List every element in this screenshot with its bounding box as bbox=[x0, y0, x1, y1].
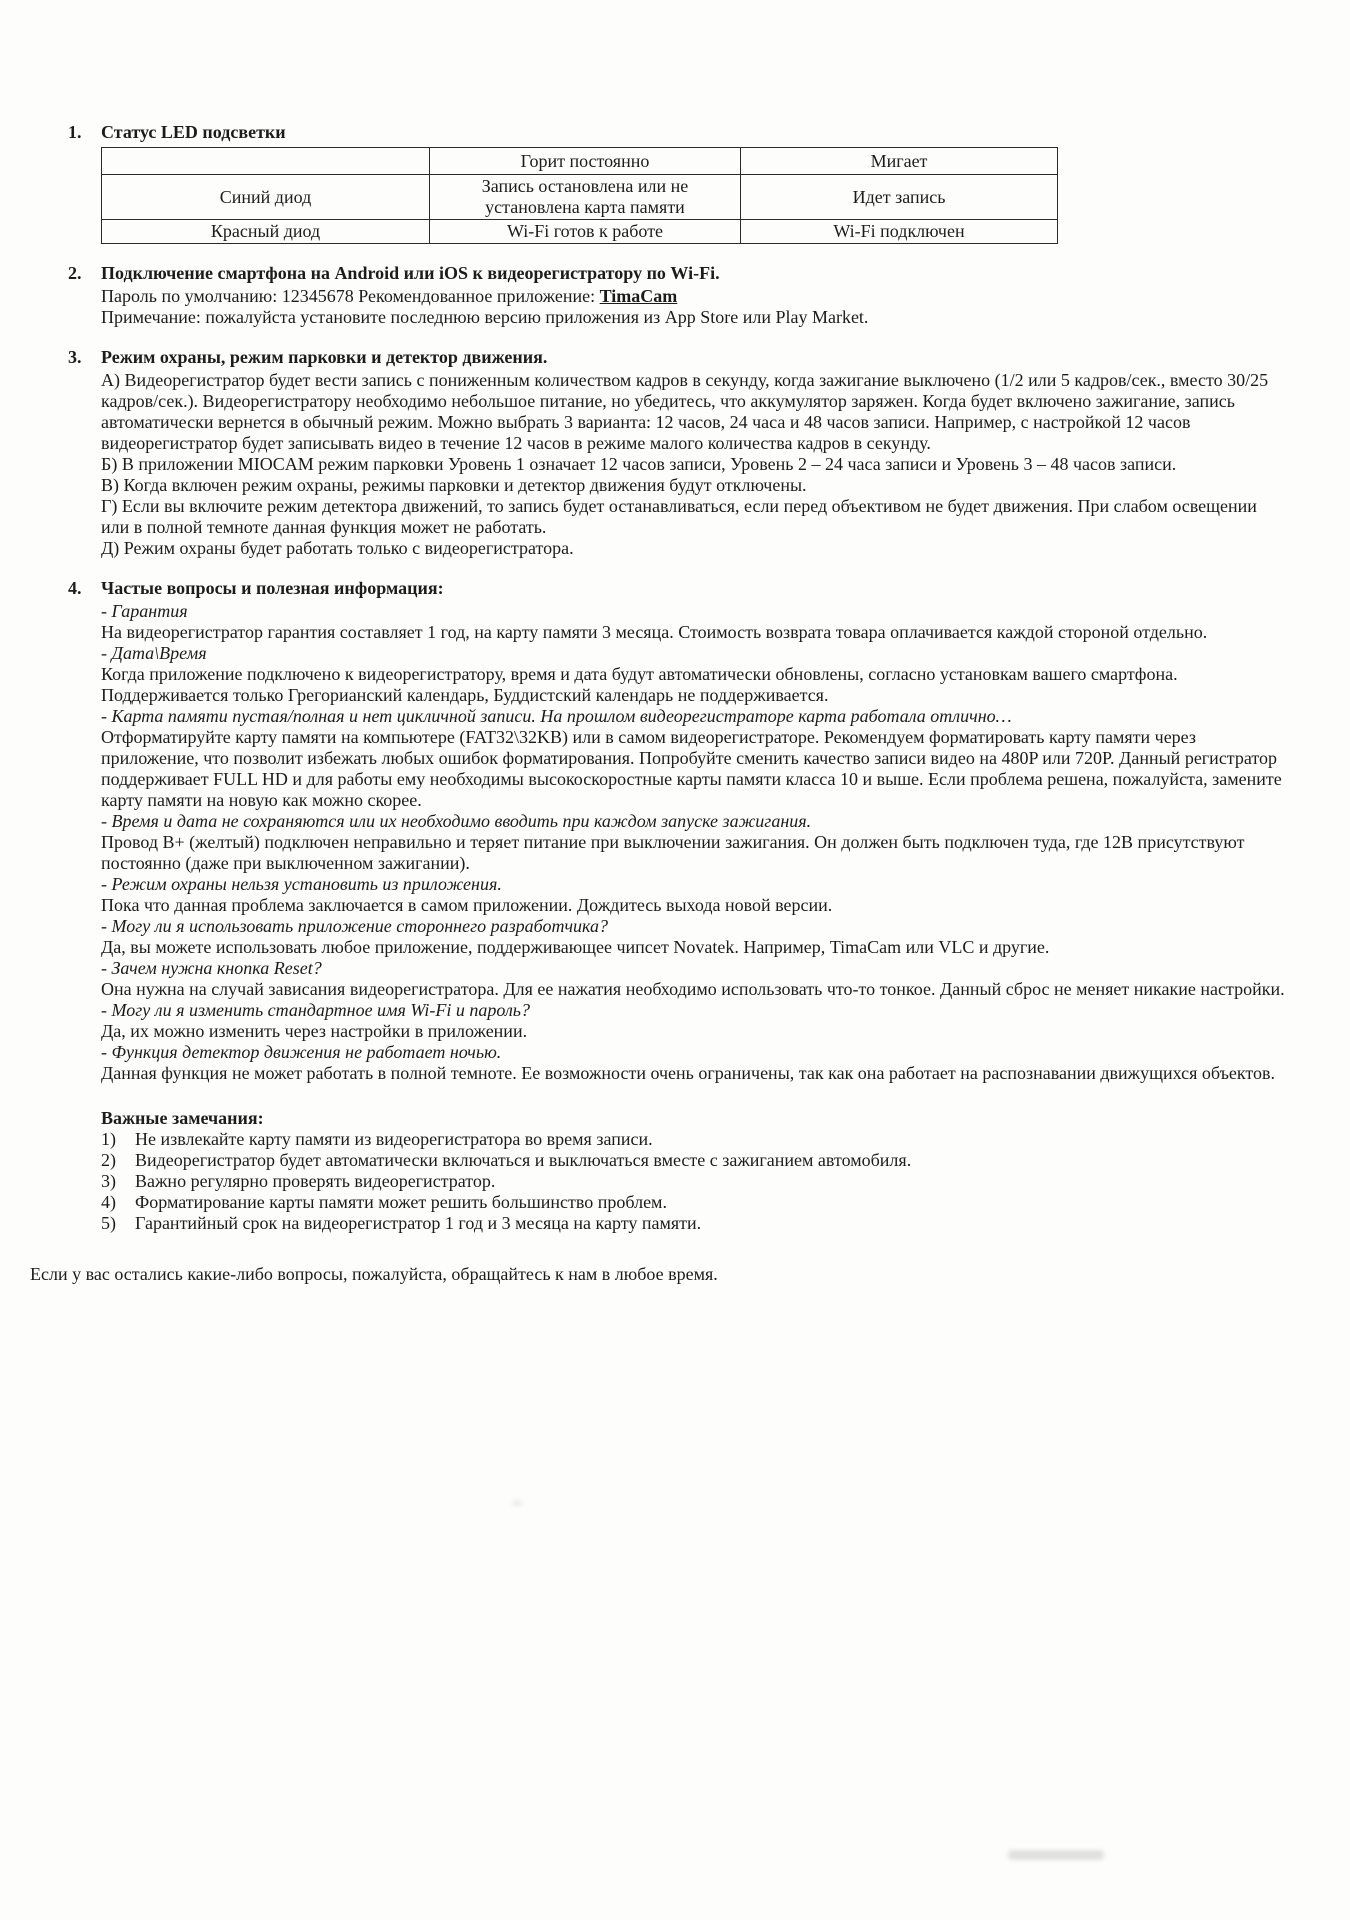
paragraph-d: Д) Режим охраны будет работать только с видеорегистратора. bbox=[101, 538, 574, 558]
section-faq bbox=[68, 578, 1286, 1234]
note-item bbox=[101, 1171, 1286, 1192]
note-item bbox=[101, 1150, 1286, 1171]
document-content bbox=[30, 122, 1286, 1285]
notes-title: Важные замечания: bbox=[101, 1108, 264, 1128]
faq-question: - Карта памяти пустая/полная и нет цикличной записи. На прошлом видеорегистраторе карта работала отлично… bbox=[101, 706, 1012, 726]
table-cell-blinking: Идет запись bbox=[741, 175, 1058, 220]
table-header-row bbox=[102, 148, 1058, 175]
section-title: Частые вопросы и полезная информация: bbox=[101, 578, 444, 598]
faq-question: - Дата\Время bbox=[101, 643, 207, 663]
table-cell-label: Красный диод bbox=[102, 220, 430, 244]
faq-answer: На видеорегистратор гарантия составляет 1 год, на карту памяти 3 месяца. Стоимость возврата товара оплачивается каждой стороной отдельно. bbox=[101, 622, 1208, 642]
section-number: 1. bbox=[68, 122, 82, 142]
faq-answer: Когда приложение подключено к видеорегистратору, время и дата будут автоматически обновлены, согласно установкам вашего смартфона. Поддерживается только Грегорианский календарь, Буддистский календарь не поддерживается. bbox=[101, 664, 1178, 705]
section-body bbox=[101, 601, 1286, 1234]
faq-question: - Зачем нужна кнопка Reset? bbox=[101, 958, 322, 978]
section-title: Режим охраны, режим парковки и детектор движения. bbox=[101, 347, 548, 367]
section-number: 3. bbox=[68, 347, 82, 367]
note-item bbox=[101, 1192, 1286, 1213]
faq-question: - Гарантия bbox=[101, 601, 188, 621]
faq-item bbox=[101, 601, 1286, 643]
faq-question: - Могу ли я изменить стандартное имя Wi-Fi и пароль? bbox=[101, 1000, 530, 1020]
faq-item bbox=[101, 958, 1286, 1000]
faq-item bbox=[101, 874, 1286, 916]
table-row-blue-led bbox=[102, 175, 1058, 220]
scan-artifact bbox=[1008, 1850, 1104, 1860]
section-modes bbox=[68, 347, 1286, 559]
faq-question: - Время и дата не сохраняются или их необходимо вводить при каждом запуске зажигания. bbox=[101, 811, 812, 831]
faq-item bbox=[101, 643, 1286, 706]
paragraph-g: Г) Если вы включите режим детектора движений, то запись будет останавливаться, если перед объективом не будет движения. При слабом освещении или в полной темноте данная функция может не работать. bbox=[101, 496, 1257, 537]
note-item bbox=[101, 1129, 1286, 1150]
table-header-empty bbox=[102, 148, 430, 175]
table-cell-steady: Запись остановлена или не установлена карта памяти bbox=[430, 175, 741, 220]
section-heading bbox=[68, 347, 1286, 368]
faq-answer: Отформатируйте карту памяти на компьютере (FAT32\32KB) или в самом видеорегистраторе. Рекомендуем форматировать карту памяти через приложение, что позволит избежать любых ошибок форматирования. Попробуйте сменить качество записи видео на 480P или 720P. Данный регистратор поддерживает FULL HD и для работы ему необходимы высокоскоростные карты памяти класса 10 и выше. Если проблема решена, пожалуйста, замените карту памяти на новую как можно скорее. bbox=[101, 727, 1282, 810]
wifi-password-line bbox=[101, 286, 1286, 307]
table-header-blinking: Мигает bbox=[741, 148, 1058, 175]
faq-answer: Да, их можно изменить через настройки в приложении. bbox=[101, 1021, 528, 1041]
note-text: Видеорегистратор будет автоматически включаться и выключаться вместе с зажиганием автомобиля. bbox=[135, 1150, 912, 1170]
section-number: 4. bbox=[68, 578, 82, 598]
section-title: Статус LED подсветки bbox=[101, 122, 286, 142]
note-text: Гарантийный срок на видеорегистратор 1 год и 3 месяца на карту памяти. bbox=[135, 1213, 702, 1233]
led-status-table bbox=[101, 147, 1058, 244]
note-number: 1) bbox=[101, 1129, 116, 1149]
note-text: Важно регулярно проверять видеорегистратор. bbox=[135, 1171, 496, 1191]
table-cell-blinking: Wi-Fi подключен bbox=[741, 220, 1058, 244]
wifi-password-text: Пароль по умолчанию: 12345678 Рекомендованное приложение: bbox=[101, 286, 600, 306]
section-body bbox=[101, 286, 1286, 328]
table-cell-label: Синий диод bbox=[102, 175, 430, 220]
scan-artifact bbox=[512, 1500, 522, 1506]
faq-answer: Данная функция не может работать в полной темноте. Ее возможности очень ограничены, так как она работает на распознавании движущихся объектов. bbox=[101, 1063, 1275, 1083]
note-number: 5) bbox=[101, 1213, 116, 1233]
paragraph-a: А) Видеорегистратор будет вести запись с пониженным количеством кадров в секунду, когда зажигание выключено (1/2 или 5 кадров/сек., вместо 30/25 кадров/сек.). Видеорегистратору необходимо небольшое питание, но убедитесь, что аккумулятор заряжен. Когда будет включено зажигание, запись автоматически вернется в обычный режим. Можно выбрать 3 варианта: 12 часов, 24 часа и 48 часов записи. Например, с настройкой 12 часов видеорегистратор будет записывать видео в течение 12 часов в режиме малого количества кадров в секунду. bbox=[101, 370, 1269, 453]
faq-item bbox=[101, 916, 1286, 958]
section-body bbox=[101, 370, 1286, 559]
section-wifi-connection bbox=[68, 263, 1286, 328]
faq-question: - Режим охраны нельзя установить из приложения. bbox=[101, 874, 502, 894]
section-heading bbox=[68, 263, 1286, 284]
faq-answer: Да, вы можете использовать любое приложение, поддерживающее чипсет Novatek. Например, TimaCam или VLC и другие. bbox=[101, 937, 1050, 957]
table-header-steady: Горит постоянно bbox=[430, 148, 741, 175]
faq-answer: Она нужна на случай зависания видеорегистратора. Для ее нажатия необходимо использовать что-то тонкое. Данный сброс не меняет никакие настройки. bbox=[101, 979, 1285, 999]
note-text: Форматирование карты памяти может решить большинство проблем. bbox=[135, 1192, 667, 1212]
section-title: Подключение смартфона на Android или iOS к видеорегистратору по Wi-Fi. bbox=[101, 263, 720, 283]
faq-item bbox=[101, 811, 1286, 874]
note-item bbox=[101, 1213, 1286, 1234]
table-row-red-led bbox=[102, 220, 1058, 244]
section-led-status bbox=[68, 122, 1286, 244]
faq-item bbox=[101, 706, 1286, 811]
wifi-note-line: Примечание: пожалуйста установите последнюю версию приложения из App Store или Play Market. bbox=[101, 307, 869, 327]
paragraph-b: Б) В приложении MIOCAM режим парковки Уровень 1 означает 12 часов записи, Уровень 2 – 24 часа записи и Уровень 3 – 48 часов записи. bbox=[101, 454, 1177, 474]
note-number: 4) bbox=[101, 1192, 116, 1212]
faq-item bbox=[101, 1042, 1286, 1084]
closing-line: Если у вас остались какие-либо вопросы, пожалуйста, обращайтесь к нам в любое время. bbox=[30, 1264, 718, 1284]
note-number: 2) bbox=[101, 1150, 116, 1170]
wifi-app-name: TimaCam bbox=[599, 286, 678, 306]
paragraph-v: В) Когда включен режим охраны, режимы парковки и детектор движения будут отключены. bbox=[101, 475, 807, 495]
faq-answer: Провод B+ (желтый) подключен неправильно и теряет питание при выключении зажигания. Он должен быть подключен туда, где 12В присутствуют постоянно (даже при выключенном зажигании). bbox=[101, 832, 1245, 873]
section-heading bbox=[68, 122, 1286, 143]
note-number: 3) bbox=[101, 1171, 116, 1191]
section-heading bbox=[68, 578, 1286, 599]
section-number: 2. bbox=[68, 263, 82, 283]
faq-answer: Пока что данная проблема заключается в самом приложении. Дождитесь выхода новой версии. bbox=[101, 895, 833, 915]
table-cell-steady: Wi-Fi готов к работе bbox=[430, 220, 741, 244]
faq-question: - Могу ли я использовать приложение стороннего разработчика? bbox=[101, 916, 608, 936]
faq-item bbox=[101, 1000, 1286, 1042]
note-text: Не извлекайте карту памяти из видеорегистратора во время записи. bbox=[135, 1129, 653, 1149]
faq-question: - Функция детектор движения не работает ночью. bbox=[101, 1042, 502, 1062]
